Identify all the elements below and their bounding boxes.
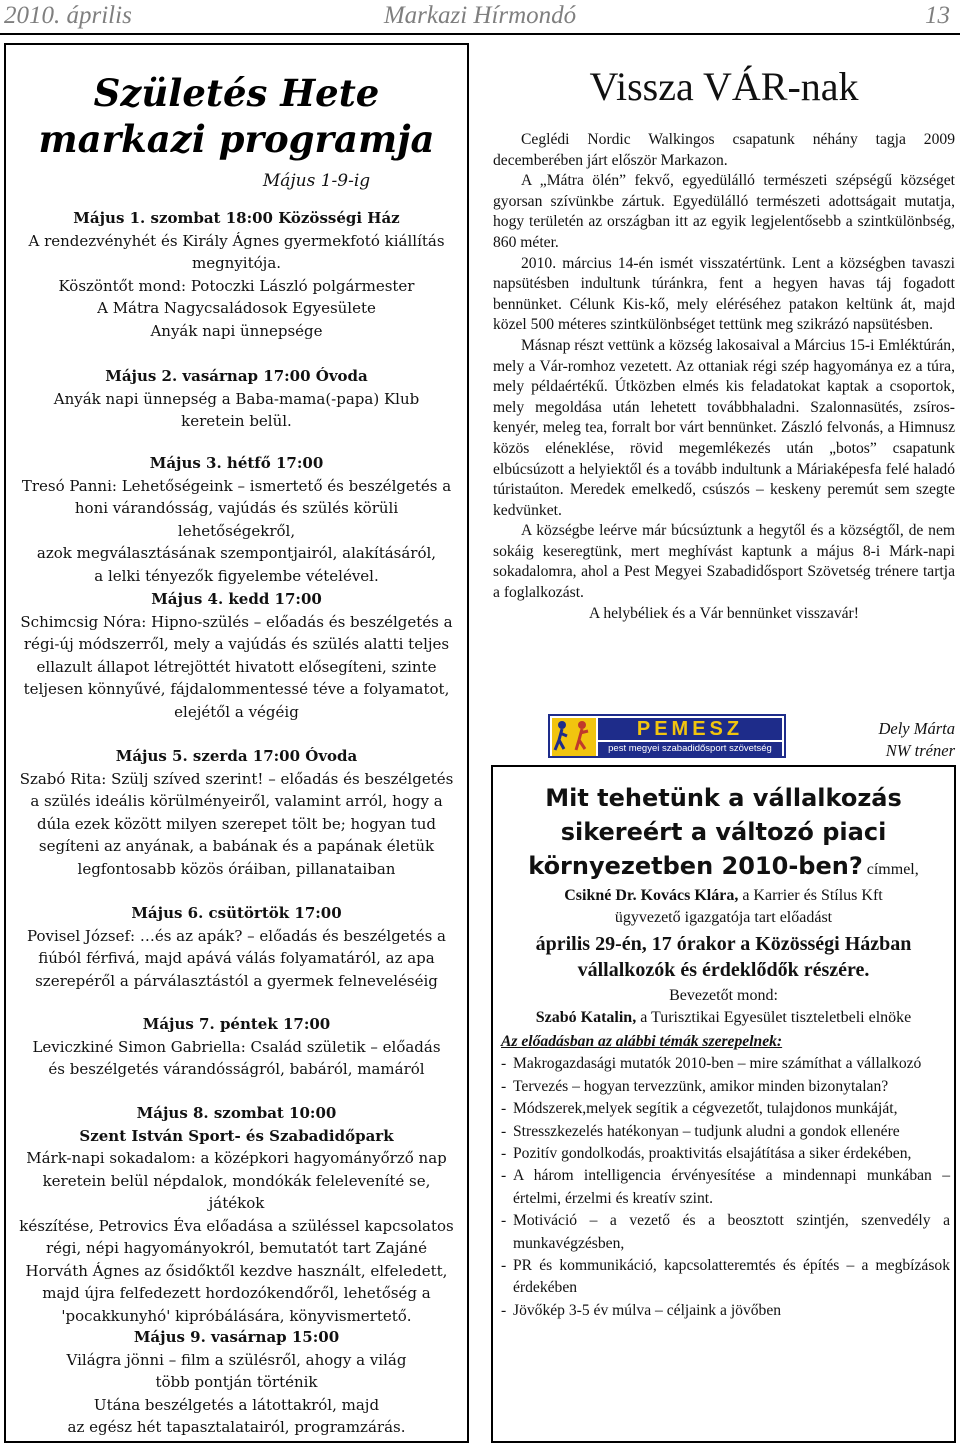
event-speaker [493,885,954,907]
logo-main-text: PEMESZ [598,718,782,740]
header-rule [0,33,960,35]
day-line: fiúból férfivá, majd apává válás folyamatáról, az apa [38,949,435,967]
program-dates [18,170,455,193]
article-title: Vissza VÁR-nak [589,64,859,109]
signature-name: Dely Márta [878,719,955,738]
event-title-line2: sikereért a változó piaci [560,818,887,846]
day-may-5 [18,745,455,880]
article-paragraph: A községbe leérve már búcsúztunk a hegytől és a községtől, de nem sokáig keseregtünk, mert meghívást kaptunk a május 8-i Márk-napi sokadalomra, ahol a Pest Megyei Szabadidősport Szövetség trénere tartja a foglalkozást. [493,522,955,602]
day-line: Világra jönni – film a szülésről, ahogy a világ [66,1350,407,1369]
day-line: teljesen könnyűvé, fájdalommentessé téve a folyamatot, [23,680,450,698]
day-line: a szülés ideális körülményeiről, valamint arról, hogy a [30,792,443,810]
day-line: szerepéről a párválasztástól a gyermek felneveléséig [35,971,438,990]
list-item: - Módszerek,melyek segítik a cégvezetőt, tulajdonos munkáját, [501,1100,898,1118]
day-line: és beszélgetés várandósságról, babáról, mamáról [48,1060,425,1078]
day-line: segíteni az anyának, a babának és a papának életük [38,837,435,855]
list-item: - Motiváció – a vezető és a beosztott szintjén, szenvedély a munkavégzésben, [501,1212,950,1252]
day-line: 'pocakkunyhó' kipróbálására, könyvismertető. [61,1306,412,1325]
day-line: ellazult állapot létrejöttét hivatott elősegíteni, szinte [36,657,437,676]
day-may-3 [18,452,455,587]
day-line: A Mátra Nagycsaládosok Egyesülete [97,299,376,317]
day-line: több pontján történik [155,1373,318,1391]
day-line: Utána beszélgetés a látottakról, majd [93,1395,380,1414]
intro-label: Bevezetőt mond: [669,987,778,1004]
article-paragraph: Ceglédi Nordic Walkingos csapatunk néhány tagja 2009 decemberében járt először Markazon. [493,131,955,169]
day-heading: Május 5. szerda 17:00 Óvoda [115,747,358,765]
day-line: megnyitója. [191,254,282,272]
day-line: Tresó Panni: Lehetőségeink – ismertető és beszélgetés a [21,476,452,495]
day-line: legfontosabb közös óráiban, pillanataiban [77,859,396,878]
day-may-1 [18,207,455,342]
day-may-9 [18,1326,455,1439]
day-line: Horváth Ágnes az ősidőktől kezdve használt, elfeledett, [25,1261,448,1280]
event-audience: vállalkozók és érdeklődők részére. [577,959,870,981]
day-may-8 [18,1102,455,1327]
day-line: Anyák napi ünnepsége [150,321,323,340]
day-line: keretein belül. [181,412,292,430]
birth-week-program-box [4,43,469,1443]
day-line: Leviczkiné Simon Gabriella: Család születik – előadás [32,1037,441,1056]
intro-speaker-role: a Turisztikai Egyesület tiszteletbeli elnöke [636,1009,912,1026]
day-line: elejétől a végéig [174,702,299,721]
day-venue: Szent István Sport- és Szabadidőpark [79,1126,394,1145]
event-title-line1: Mit tehetünk a vállalkozás [545,784,902,812]
logo-sub-text: pest megyei szabadidősport szövetség [598,742,782,756]
day-line: az egész hét tapasztalatairól, programzárás. [67,1418,406,1436]
speaker-role: ügyvezető igazgatója tart előadást [614,909,833,926]
article-paragraph: A „Mátra ölén” fekvő, egyedülálló természeti szépségű községet gyorsan szívünkbe zártuk. Egyedülálló természeti adottságait mutatja, hogy területén az országban itt az egyik legjelentősebb a szintkülönbség, 860 méter. [493,172,955,251]
topics-heading: Az előadásban az alábbi témák szerepelnek: [501,1033,783,1050]
event-announcement-box [491,765,956,1443]
day-heading: Május 8. szombat 10:00 [136,1104,337,1122]
pemesz-logo [548,714,786,758]
intro-speaker [493,1007,954,1029]
issue-date: 2010. április [4,2,132,29]
article-paragraph: 2010. március 14-én ismét visszatértünk. Lent a községben tavaszi napsütésben indultunk túránkra, fent a hegyen havas táj fogadott bennünket. Célunk Kis-kő, mely eléréséhez patakon keltünk át, majd közel 500 méteres szintkülönbséget tettünk meg szikrázó napsütésben. [493,254,955,334]
list-item: - A három intelligencia érvényesítése a mindennapi munkában – értelmi, érzelmi és kreatív szint. [501,1167,950,1207]
day-line: A rendezvényhét és Király Ágnes gyermekfotó kiállítás [28,231,445,250]
article-paragraph: Másnap részt vettünk a község lakosaival a Március 15-i Emléktúrán, mely a Vár-romhoz vezetett. Az ottaniak régi szép hagyománya ez a túra, mely példaértékű. Útközben elmés kis feladatokat kaptak a csoportok, mely megoldása után lehetett továbbhaladni. Szalonnasütés, zsíros-kenyér, meleg tea, forralt bor várt bennünket. Zászló felvonás, a Himnusz közös eléneklése, rövid megemlékezés után „botos” csapatunk elbúcsúzott a helyiektől és a tovább indultunk a Máriaképesfa felé haladó túristaúton. Meredek emelkedő, csúszós – keskeny peremút sem szegte kedvünket. [493,336,955,519]
day-line: régi-új módszerről, mely a vajúdás és szülés alatti teljes [23,635,450,653]
program-subtitle: Május 1-9-ig [262,171,371,191]
list-item: - Tervezés – hogyan tervezzünk, amikor minden bizonytalan? [501,1077,889,1095]
day-may-2 [18,365,455,433]
event-when: április 29-én, 17 órakor a Közösségi Házban [535,933,912,955]
day-line: a lelki tényezők figyelembe vételével. [94,566,379,585]
day-line: majd újra felfedezett hordozókendőről, lehetőség a [42,1284,431,1302]
day-may-6 [18,902,455,992]
day-line: Köszöntőt mond: Potoczki László polgármester [58,276,415,295]
day-line: régi, népi hagyományokról, bemutatót tart Zajáné [46,1239,427,1257]
day-heading: Május 1. szombat 18:00 Közösségi Ház [73,209,400,227]
runner-figures-icon [552,718,596,756]
list-item: - Pozitív gondolkodás, proaktivitás elsajátítása a siker érdekében, [501,1145,912,1163]
intro-speaker-name: Szabó Katalin, [535,1009,637,1026]
day-line: Anyák napi ünnepség a Baba-mama(-papa) Klub [53,389,420,408]
speaker-name: Csikné Dr. Kovács Klára, [564,887,739,904]
list-item: - Jövőkép 3-5 év múlva – céljaink a jövőben [501,1301,782,1319]
day-may-4 [18,588,455,723]
day-line: Szabó Rita: Szülj szíved szerint! – előadás és beszélgetés [19,769,454,788]
day-line: Márk-napi sokadalom: a középkori hagyományőrző nap [26,1149,447,1167]
day-heading: Május 3. hétfő 17:00 [149,454,324,472]
program-title-line2: markazi programja [38,117,435,161]
speaker-company: a Karrier és Stílus Kft [738,887,883,904]
day-heading: Május 2. vasárnap 17:00 Óvoda [105,367,368,385]
page-number: 13 [925,2,950,29]
list-item: - Stresszkezelés hatékonyan – tudjunk aludni a gondok ellenére [501,1122,900,1140]
publication-name: Markazi Hírmondó [383,2,577,29]
article-body [493,130,955,624]
topics-list [501,1031,950,1322]
list-item: - PR és kommunikáció, kapcsolatteremtés és építés – a megbízások érdekében [501,1257,950,1297]
article-paragraph: A helybéliek és a Vár bennünket visszavár! [589,604,859,622]
list-item: - Makrogazdasági mutatók 2010-ben – mire számíthat a vállalkozó [501,1055,922,1073]
day-line: Povisel József: …és az apák? – előadás és beszélgetés a [27,926,446,945]
day-heading: Május 7. péntek 17:00 [142,1015,331,1033]
event-title-year: környezetben 2010-ben? [528,852,863,880]
day-line: Schimcsig Nóra: Hipno-szülés – előadás és beszélgetés a [20,612,453,631]
program-title-line1: Születés Hete [93,71,380,115]
day-heading: Május 6. csütörtök 17:00 [131,904,342,922]
day-line: honi várandósság, vajúdás és szülés körüli lehetőségekről, [74,499,399,540]
day-line: azok megválasztásának szempontjairól, alakításáról, [36,544,437,562]
day-line: készítése, Petrovics Éva előadása a szüléssel kapcsolatos [19,1216,454,1235]
page-header [0,0,960,34]
day-line: keretein belül népdalok, mondókák feleleveníté se, játékok [42,1171,431,1212]
day-heading: Május 9. vasárnap 15:00 [133,1328,340,1346]
event-title-line3 [493,849,954,887]
day-line: dúla ezek között milyen szerepet tölt be; hogyan tud [37,814,436,833]
signature-role: NW tréner [885,741,955,760]
day-may-7 [18,1013,455,1081]
event-title-suffix: címmel, [862,861,919,878]
day-heading: Május 4. kedd 17:00 [151,590,322,608]
